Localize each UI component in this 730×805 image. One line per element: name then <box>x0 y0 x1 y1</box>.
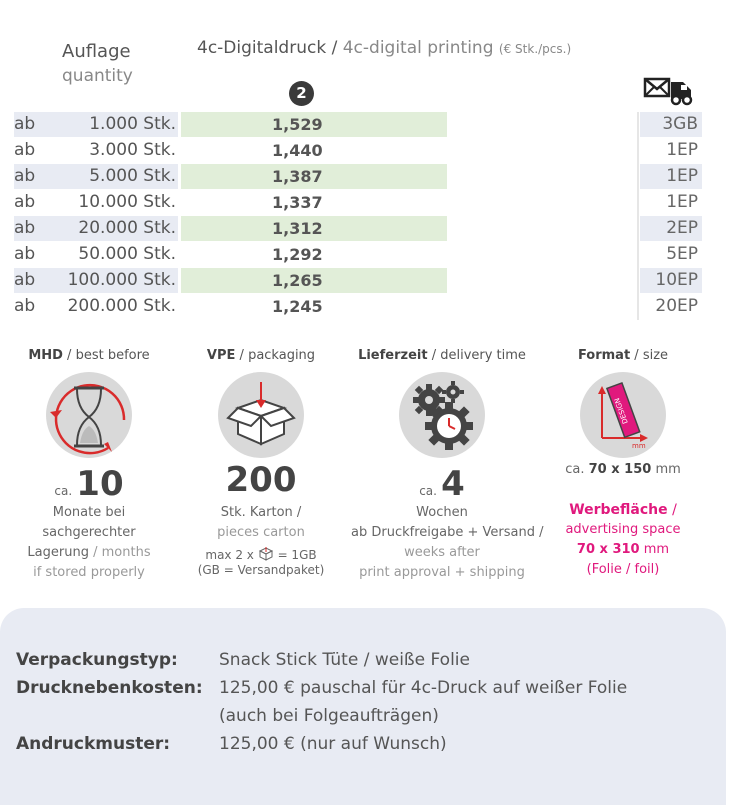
mhd-description <box>4 503 174 583</box>
vpe-line3-b: = 1GB <box>277 548 317 562</box>
row-quantity: 100.000 Stk. <box>67 270 176 290</box>
mhd-line3-en: months <box>101 545 151 560</box>
vpe-line3 <box>176 547 346 563</box>
delivery-ca: ca. <box>419 484 437 498</box>
printing-header-unit: (€ Stk./pcs.) <box>498 42 572 56</box>
row-price: 1,440 <box>272 141 323 160</box>
row-prefix: ab <box>14 244 36 264</box>
vpe-line2: pieces carton <box>217 525 305 540</box>
delivery-line2: ab Druckfreigabe + Versand / <box>351 525 544 540</box>
format-size-value: 70 x 150 <box>588 462 652 477</box>
detail-key: Andruckmuster: <box>16 734 171 754</box>
row-prefix: ab <box>14 114 36 134</box>
row-price: 1,312 <box>272 219 323 238</box>
delivery-column <box>351 348 544 580</box>
format-ad-de: Werbefläche <box>569 502 668 518</box>
row-price: 1,245 <box>272 297 323 316</box>
format-size-prefix: ca. <box>565 462 585 477</box>
row-quantity: 50.000 Stk. <box>78 244 176 264</box>
mhd-line3-de: Lagerung <box>27 545 89 560</box>
delivery-line4: print approval + shipping <box>359 565 525 580</box>
mhd-line4: if stored properly <box>33 565 145 580</box>
small-box-icon <box>258 547 274 561</box>
format-title: Format / size <box>577 348 669 363</box>
format-title-de: Format <box>577 348 631 363</box>
vpe-value: 200 <box>225 460 297 500</box>
hourglass-icon <box>46 372 138 464</box>
mhd-line3: Lagerung / months <box>27 545 151 560</box>
row-shipping: 10EP <box>655 270 698 290</box>
format-ad-size <box>538 540 708 560</box>
row-shipping: 1EP <box>666 166 698 186</box>
detail-row <box>16 702 716 730</box>
size-format-icon <box>580 372 666 458</box>
row-price: 1,337 <box>272 193 323 212</box>
printing-header <box>197 38 571 58</box>
shipping-column-divider <box>637 112 639 320</box>
vpe-description <box>176 503 346 578</box>
format-ad-space <box>538 500 708 580</box>
box-icon <box>218 372 304 458</box>
row-prefix: ab <box>14 140 36 160</box>
format-column <box>538 348 708 577</box>
detail-key: Verpackungstyp: <box>16 650 178 670</box>
detail-value: 125,00 € (nur auf Wunsch) <box>219 734 447 754</box>
table-row <box>0 138 730 163</box>
mhd-title: MHD / best before <box>28 348 150 363</box>
row-prefix: ab <box>14 166 36 186</box>
delivery-title-en: delivery time <box>440 348 526 363</box>
table-row <box>0 268 730 293</box>
vpe-title-en: packaging <box>248 348 316 363</box>
format-ad-en: advertising space <box>565 522 681 537</box>
detail-value: (auch bei Folgeaufträgen) <box>219 706 439 726</box>
format-ad-line1 <box>538 500 708 520</box>
format-size-unit: mm <box>655 462 681 477</box>
mhd-line2: sachgerechter <box>42 525 136 540</box>
printing-header-de: 4c-Digitaldruck <box>197 38 327 58</box>
vpe-column <box>176 348 346 577</box>
delivery-value-line <box>357 464 527 504</box>
quantity-header-de: Auflage <box>62 41 131 62</box>
format-icon-unit: mm <box>632 442 646 450</box>
delivery-value: 4 <box>441 464 465 504</box>
vpe-value-line <box>176 460 346 500</box>
row-quantity: 1.000 Stk. <box>89 114 176 134</box>
format-ad-value: 70 x 310 <box>576 542 640 557</box>
table-row <box>0 190 730 215</box>
table-row <box>0 164 730 189</box>
gears-clock-icon <box>399 372 485 458</box>
quantity-header-en: quantity <box>62 66 133 86</box>
table-row <box>0 242 730 267</box>
row-shipping: 3GB <box>662 114 698 134</box>
vpe-title: VPE / packaging <box>206 348 316 363</box>
delivery-line3: weeks after <box>404 545 480 560</box>
detail-value: Snack Stick Tüte / weiße Folie <box>219 650 470 670</box>
row-shipping: 2EP <box>666 218 698 238</box>
row-quantity: 200.000 Stk. <box>67 296 176 316</box>
row-quantity: 10.000 Stk. <box>78 192 176 212</box>
vpe-line4: (GB = Versandpaket) <box>197 563 325 577</box>
table-row <box>0 294 730 319</box>
row-quantity: 3.000 Stk. <box>89 140 176 160</box>
table-row <box>0 112 730 137</box>
vpe-line1: Stk. Karton / <box>220 505 302 520</box>
row-prefix: ab <box>14 218 36 238</box>
delivery-title-de: Lieferzeit <box>358 348 428 363</box>
row-shipping: 5EP <box>666 244 698 264</box>
quantity-header <box>62 40 133 88</box>
format-ad-unit: mm <box>643 542 670 557</box>
delivery-line1: Wochen <box>416 505 468 520</box>
table-row <box>0 216 730 241</box>
printing-header-sep: / <box>326 38 343 58</box>
delivery-title: Lieferzeit / delivery time <box>358 348 526 363</box>
mhd-value: 10 <box>76 464 124 504</box>
shipping-truck-icon <box>643 74 695 106</box>
row-price: 1,292 <box>272 245 323 264</box>
vpe-title-de: VPE <box>206 348 236 363</box>
row-shipping: 1EP <box>666 140 698 160</box>
row-quantity: 20.000 Stk. <box>78 218 176 238</box>
mhd-line1: Monate bei <box>52 505 126 520</box>
delivery-description <box>351 503 544 583</box>
format-size-line <box>538 462 708 477</box>
format-title-en: size <box>642 348 669 363</box>
printing-header-en: 4c-digital printing <box>342 38 494 58</box>
row-shipping: 1EP <box>666 192 698 212</box>
row-quantity: 5.000 Stk. <box>89 166 176 186</box>
row-price: 1,265 <box>272 271 323 290</box>
mhd-column <box>4 348 174 580</box>
row-prefix: ab <box>14 192 36 212</box>
format-ad-sep: / <box>667 502 677 518</box>
print-option-badge: 2 <box>289 81 314 106</box>
detail-row <box>16 646 716 674</box>
mhd-ca: ca. <box>54 484 73 498</box>
row-price: 1,529 <box>272 115 323 134</box>
mhd-title-en: best before <box>75 348 150 363</box>
mhd-value-line <box>4 464 174 504</box>
detail-value: 125,00 € pauschal für 4c-Druck auf weißer Folie <box>219 678 628 698</box>
format-icon-text: DESIGN <box>613 396 630 425</box>
format-foil: (Folie / foil) <box>586 562 660 577</box>
row-shipping: 20EP <box>655 296 698 316</box>
row-prefix: ab <box>14 296 36 316</box>
row-price: 1,387 <box>272 167 323 186</box>
detail-row <box>16 730 716 758</box>
mhd-title-de: MHD <box>28 348 63 363</box>
detail-key: Drucknebenkosten: <box>16 678 203 698</box>
vpe-line3-a: max 2 x <box>205 548 254 562</box>
detail-row <box>16 674 716 702</box>
row-prefix: ab <box>14 270 36 290</box>
